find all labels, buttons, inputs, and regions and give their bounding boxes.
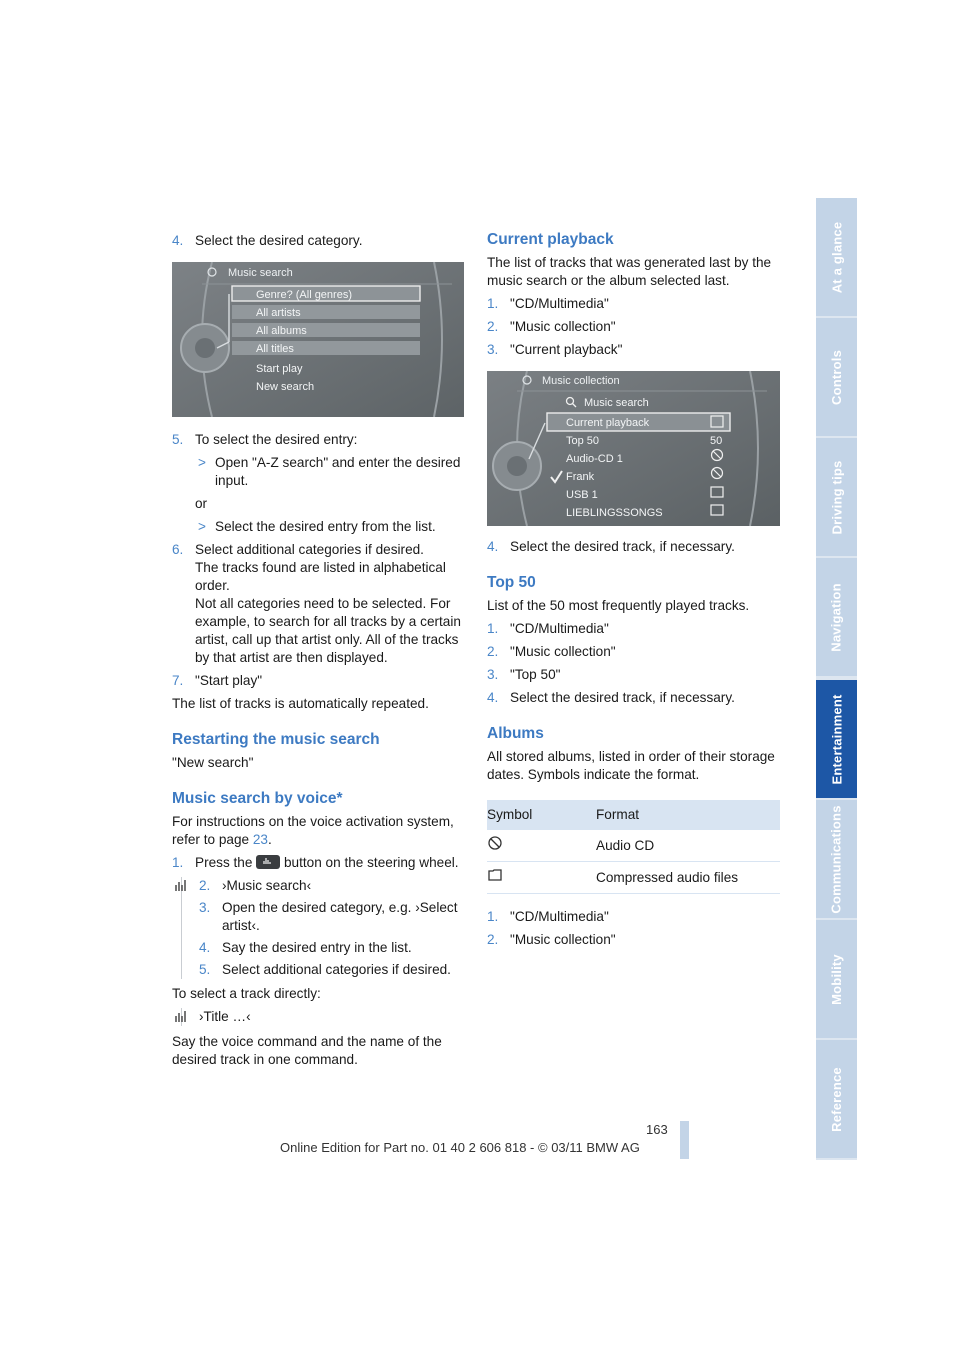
list-item: 3. "Top 50" [487, 667, 561, 682]
menu-item[interactable]: Frank [566, 471, 595, 483]
screen1-title: Music search [228, 267, 293, 279]
menu-item[interactable]: Music search [584, 397, 649, 409]
voice-command-icon [173, 877, 189, 893]
menu-item[interactable]: All artists [256, 307, 301, 319]
list-item: 4. Say the desired entry in the list. [199, 940, 412, 955]
format-cell: Compressed audio files [596, 862, 780, 894]
voice-command-icon [173, 1008, 189, 1024]
menu-item[interactable]: All albums [256, 325, 307, 337]
heading-voice-search: Music search by voice* [172, 790, 343, 807]
heading-current-playback: Current playback [487, 231, 614, 248]
table-header-symbol: Symbol [487, 800, 596, 830]
sidebar-tab-communications[interactable]: Communications [816, 800, 857, 918]
list-item: 2. "Music collection" [487, 319, 616, 334]
disc-icon [487, 830, 596, 862]
or-text: or [195, 496, 208, 511]
menu-item[interactable]: USB 1 [566, 489, 598, 501]
voice-intro: For instructions on the voice activation system, refer to page 23. [172, 814, 454, 847]
heading-albums: Albums [487, 725, 544, 742]
menu-item[interactable]: Audio-CD 1 [566, 453, 623, 465]
albums-steps-list [487, 908, 780, 949]
step-additional-categories: 6. Select additional categories if desired. The tracks found are listed in alphabetical order. Not all categories need to be selected. For example, to search for all tracks by a certain artist, call up that artist only. All of the tracks by that artist are then displayed. [172, 542, 461, 665]
page-number: 163 [646, 1122, 668, 1137]
sidebar-tab-navigation[interactable]: Navigation [816, 558, 857, 676]
edition-footer: Online Edition for Part no. 01 40 2 606 818 - © 03/11 BMW AG [280, 1140, 640, 1155]
albums-text: All stored albums, listed in order of their storage dates. Symbols indicate the format. [487, 749, 775, 782]
menu-item[interactable]: Top 50 [566, 435, 600, 447]
music-search-display [172, 262, 464, 417]
title-command: ›Title …‹ [199, 1009, 251, 1024]
list-item: 5. Select additional categories if desired. [199, 962, 451, 977]
track-direct-text: To select a track directly: [172, 986, 321, 1001]
list-item: 1. "CD/Multimedia" [487, 296, 609, 311]
list-item: 3. "Current playback" [487, 342, 623, 357]
sidebar-tab-controls[interactable]: Controls [816, 318, 857, 436]
item-badge: 50 [710, 435, 723, 447]
list-item: 4. Select the desired track, if necessary. [487, 690, 735, 705]
heading-top50: Top 50 [487, 574, 536, 591]
list-item: 3. Open the desired category, e.g. ›Select artist‹. [199, 900, 458, 933]
sidebar-tab-driving-tips[interactable]: Driving tips [816, 438, 857, 556]
current-step-select-track: 4. Select the desired track, if necessary. [487, 539, 735, 554]
voice-command-block [181, 877, 464, 979]
current-steps-list [487, 295, 780, 359]
table-row [487, 862, 780, 894]
restart-text: "New search" [172, 755, 254, 770]
sidebar-tab-entertainment[interactable]: Entertainment [816, 680, 857, 798]
music-collection-screenshot [487, 371, 780, 526]
table-header-row [487, 800, 780, 830]
menu-item[interactable]: Start play [256, 363, 303, 375]
right-column [487, 230, 780, 949]
menu-item[interactable]: New search [256, 381, 315, 393]
chapter-sidebar [816, 198, 857, 1160]
format-cell: Audio CD [596, 830, 780, 862]
sidebar-tab-at-a-glance[interactable]: At a glance [816, 198, 857, 316]
list-item: 1. "CD/Multimedia" [487, 621, 609, 636]
title-command-block [181, 1008, 464, 1026]
music-search-screenshot [172, 262, 464, 417]
top50-text: List of the 50 most frequently played tracks. [487, 598, 750, 613]
menu-item[interactable]: All titles [256, 343, 294, 355]
table-row [487, 830, 780, 862]
substep-list-select: > Select the desired entry from the list. [198, 519, 436, 534]
sidebar-tab-reference[interactable]: Reference [816, 1040, 857, 1158]
table-header-format: Format [596, 800, 780, 830]
list-item: 2. "Music collection" [487, 932, 616, 947]
voice-steps-list [199, 877, 464, 979]
repeat-text: The list of tracks is automatically repeated. [172, 696, 429, 711]
step-select-entry: 5. To select the desired entry: [172, 432, 358, 447]
list-item: 1. "CD/Multimedia" [487, 909, 609, 924]
list-item: 2. ›Music search‹ [199, 878, 312, 893]
page-marker [680, 1121, 689, 1159]
left-column [172, 232, 464, 1069]
substep-az-search: > Open "A-Z search" and enter the desired input. [198, 455, 461, 488]
voice-button-icon [256, 855, 280, 869]
menu-item[interactable]: LIEBLINGSSONGS [566, 507, 663, 519]
heading-restart-search: Restarting the music search [172, 731, 380, 748]
top50-steps-list [487, 620, 780, 707]
voice-step-press-button: 1. Press the button on the steering wheel. [172, 855, 459, 870]
list-item: 2. "Music collection" [487, 644, 616, 659]
page-link[interactable]: 23 [252, 832, 268, 847]
menu-item[interactable]: Current playback [566, 417, 650, 429]
current-text: The list of tracks that was generated last by the music search or the album selected last. [487, 255, 772, 288]
music-collection-display [487, 371, 780, 526]
sidebar-tab-mobility[interactable]: Mobility [816, 920, 857, 1038]
step-start-play: 7. "Start play" [172, 673, 263, 688]
say-text: Say the voice command and the name of the desired track in one command. [172, 1034, 442, 1067]
folder-icon [487, 862, 596, 894]
symbol-table [487, 800, 780, 894]
step-select-category: 4. Select the desired category. [172, 233, 363, 248]
screen2-title: Music collection [542, 375, 620, 387]
menu-item[interactable]: Genre? (All genres) [256, 289, 352, 301]
